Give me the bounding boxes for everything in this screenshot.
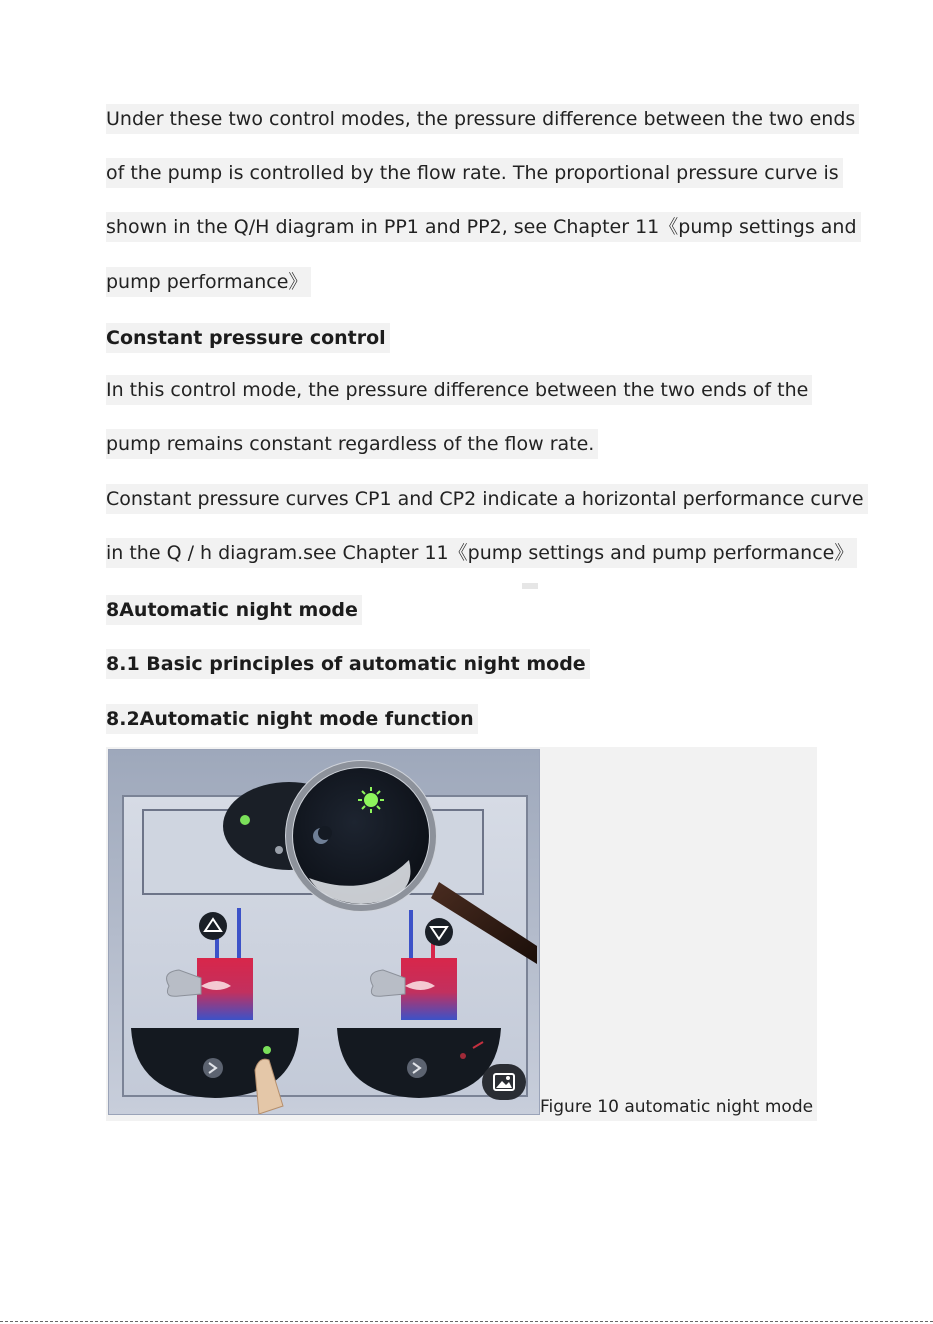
image-view-button[interactable] [482,1064,526,1100]
paragraph-line: of the pump is controlled by the flow rate. The proportional pressure curve is [106,158,843,188]
section-heading-8-2: 8.2Automatic night mode function [106,704,478,734]
image-icon [482,1064,526,1100]
paragraph-line: Constant pressure curves CP1 and CP2 indicate a horizontal performance curve [106,484,868,514]
paragraph-line: pump remains constant regardless of the flow rate. [106,429,598,459]
section-heading-8-1: 8.1 Basic principles of automatic night mode [106,649,590,679]
paragraph-line: in the Q / h diagram.see Chapter 11《pump settings and pump performance》 [106,538,857,568]
figure-block [106,747,817,1121]
scan-artifact [522,583,538,589]
figure-image [108,749,540,1115]
section-heading-night-mode: 8Automatic night mode [106,595,362,625]
section-heading-constant-pressure: Constant pressure control [106,323,390,353]
paragraph-line: pump performance》 [106,267,311,297]
night-mode-illustration [109,750,539,1114]
paragraph-line: shown in the Q/H diagram in PP1 and PP2, see Chapter 11《pump settings and [106,212,861,242]
paragraph-line: Under these two control modes, the pressure difference between the two ends [106,104,859,134]
paragraph-line: In this control mode, the pressure difference between the two ends of the [106,375,812,405]
page-bottom-rule [0,1321,933,1322]
led-indicator [240,815,250,825]
figure-caption: Figure 10 automatic night mode [540,1097,814,1117]
